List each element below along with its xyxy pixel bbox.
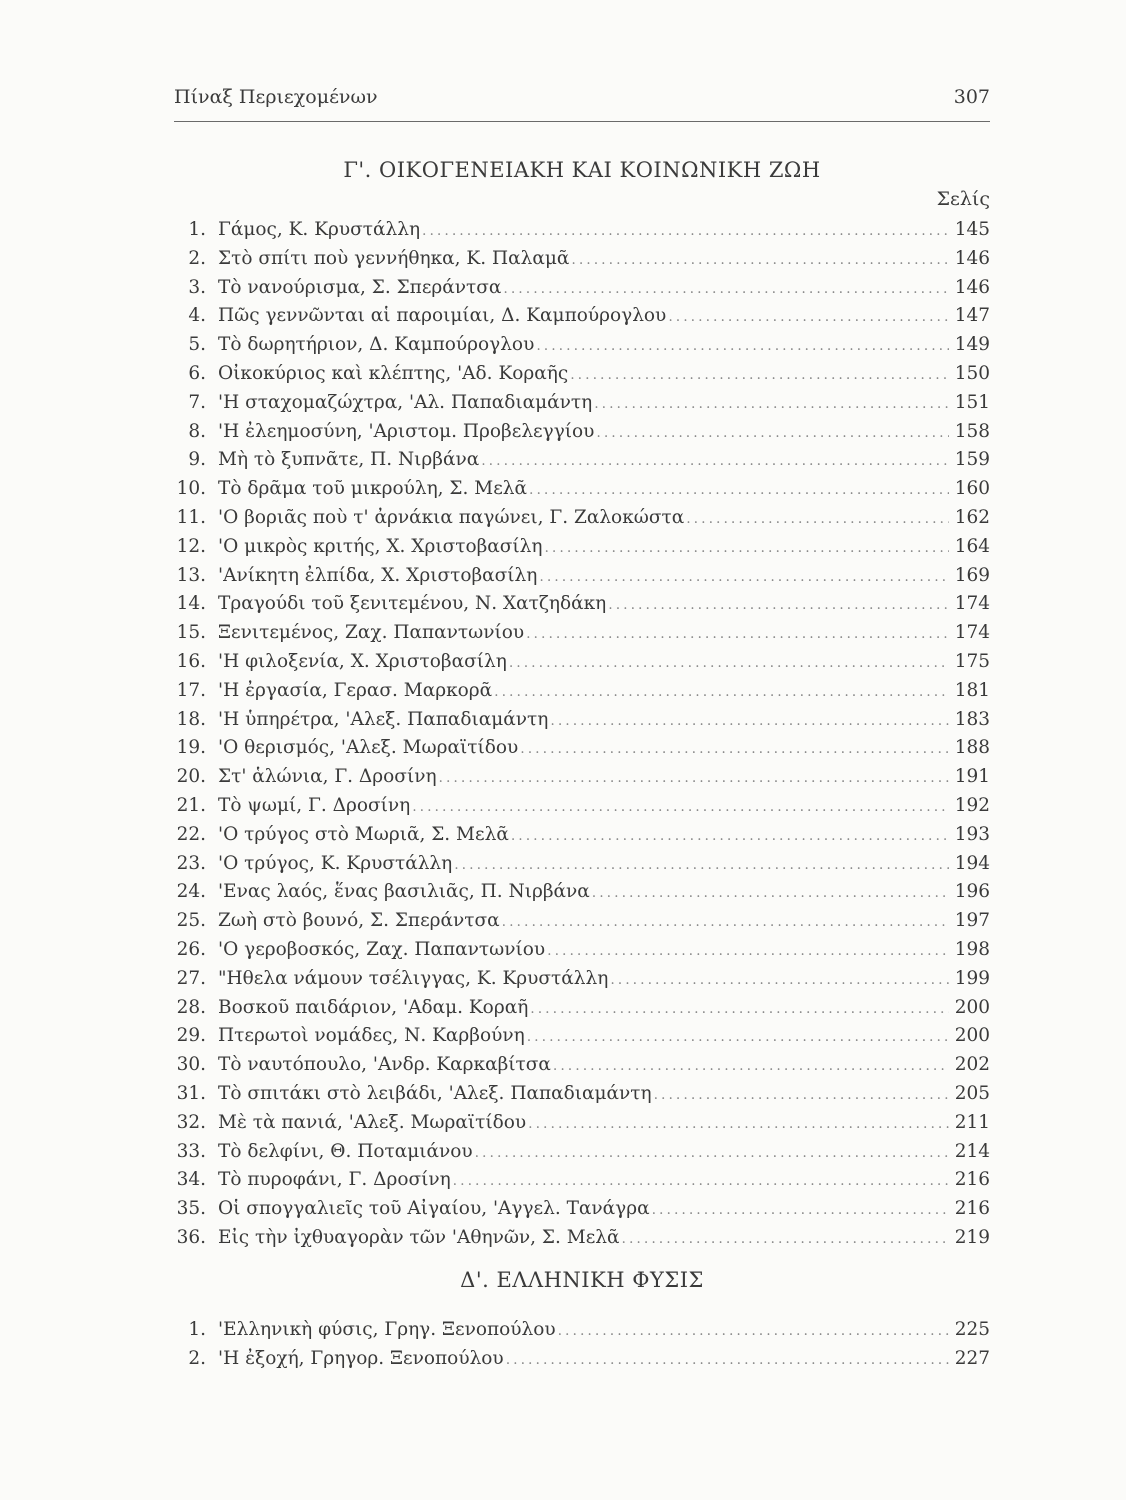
section-heading-g: Γ'. ΟΙΚΟΓΕΝΕΙΑΚΗ ΚΑΙ ΚΟΙΝΩΝΙΚΗ ΖΩΗ [343,158,821,182]
dot-leader [502,908,949,937]
toc-entry [168,389,990,418]
dot-leader [571,246,948,275]
dot-leader [594,390,949,419]
entry-title: Μὴ τὸ ξυπνᾶτε, Π. Νιρβάνα [218,449,480,471]
entry-page: 146 [954,276,990,298]
dot-leader [596,419,948,448]
entry-page: 194 [954,852,990,874]
toc-entry [168,533,990,562]
running-title: Πίναξ Περιεχομένων [174,86,378,108]
entry-page: 188 [954,737,990,759]
entry-title: Στ' ἁλώνια, Γ. Δροσίνη [218,766,437,788]
entry-number: 14. [176,593,206,615]
toc-entry [168,821,990,850]
entry-page: 216 [954,1198,990,1220]
entry-page: 175 [954,650,990,672]
running-head [174,86,990,116]
entry-number: 6. [188,362,206,384]
dot-leader [686,505,948,534]
entry-title: Ξενιτεμένος, Ζαχ. Παπαντωνίου [218,622,525,644]
dot-leader [453,1167,949,1196]
entry-number: 10. [176,478,206,500]
entry-number: 9. [188,449,206,471]
entry-number: 36. [176,1226,206,1248]
dot-leader [592,879,949,908]
entry-number: 35. [176,1198,206,1220]
entry-number: 1. [188,1319,206,1340]
toc-entry [168,1224,990,1253]
toc-entry [168,648,990,677]
toc-list-section-d [168,1316,990,1374]
entry-page: 162 [954,506,990,528]
dot-leader [622,1225,949,1254]
entry-number: 19. [176,737,206,759]
toc-entry [168,1345,990,1374]
dot-leader [475,1139,949,1168]
entry-title: 'Ενας λαός, ἕνας βασιλιᾶς, Π. Νιρβάνα [218,881,590,903]
dot-leader [608,591,948,620]
toc-entry [168,216,990,245]
entry-title: Στὸ σπίτι ποὺ γεννήθηκα, Κ. Παλαμᾶ [218,247,570,269]
entry-page: 192 [954,794,990,816]
entry-page: 174 [954,622,990,644]
entry-title: Τραγούδι τοῦ ξενιτεμένου, Ν. Χατζηδάκη [218,593,607,615]
toc-entry [168,446,990,475]
entry-number: 8. [188,420,206,442]
toc-entry [168,878,990,907]
page-number: 307 [953,86,990,108]
entry-title: 'Ανίκητη ἐλπίδα, Χ. Χριστοβασίλη [218,564,538,586]
header-rule [174,121,990,122]
toc-entry [168,994,990,1023]
entry-number: 2. [188,247,206,269]
toc-entry [168,1138,990,1167]
entry-page: 200 [954,996,990,1018]
entry-number: 7. [188,391,206,413]
dot-leader [536,332,948,361]
dot-leader [481,447,948,476]
entry-title: 'Ο βοριᾶς ποὺ τ' ἀρνάκια παγώνει, Γ. Ζαλοκώστα [218,506,685,528]
entry-page: 146 [954,247,990,269]
entry-title: Τὸ σπιτάκι στὸ λειβάδι, 'Αλεξ. Παπαδιαμάντη [218,1082,652,1104]
entry-page: 149 [954,334,990,356]
dot-leader [550,707,948,736]
dot-leader [520,735,948,764]
entry-page: 158 [954,420,990,442]
entry-title: 'Ο γεροβοσκός, Ζαχ. Παπαντωνίου [218,938,546,960]
entry-title: Πτερωτοὶ νομάδες, Ν. Καρβούνη [218,1025,525,1047]
entry-page: 216 [954,1169,990,1191]
entry-title: 'Ελληνικὴ φύσις, Γρηγ. Ξενοπούλου [218,1319,556,1340]
entry-number: 11. [176,506,206,528]
dot-leader [530,995,948,1024]
dot-leader [570,361,948,390]
entry-number: 25. [176,910,206,932]
entry-title: 'Η ἐργασία, Γερασ. Μαρκορᾶ [218,679,493,701]
entry-page: 159 [954,449,990,471]
entry-number: 28. [176,996,206,1018]
entry-number: 17. [176,679,206,701]
entry-page: 199 [954,967,990,989]
toc-entry [168,734,990,763]
dot-leader [439,764,949,793]
toc-entry [168,475,990,504]
entry-page: 211 [954,1111,990,1133]
entry-page: 169 [954,564,990,586]
dot-leader [529,476,949,505]
entry-number: 18. [176,708,206,730]
entry-number: 3. [188,276,206,298]
entry-number: 23. [176,852,206,874]
dot-leader [506,1346,949,1375]
entry-title: 'Η ἐξοχή, Γρηγορ. Ξενοπούλου [218,1347,504,1369]
page-column-label: Σελίς [936,188,990,210]
entry-title: 'Ο μικρὸς κριτής, Χ. Χριστοβασίλη [218,535,543,557]
entry-number: 1. [188,219,206,240]
dot-leader [454,851,948,880]
entry-page: 214 [954,1140,990,1162]
entry-title: 'Ο τρύγος, Κ. Κρυστάλλη [218,852,453,874]
entry-title: 'Η φιλοξενία, Χ. Χριστοβασίλη [218,650,507,672]
entry-page: 181 [954,679,990,701]
toc-entry [168,562,990,591]
entry-page: 147 [954,305,990,327]
entry-title: Τὸ δρᾶμα τοῦ μικρούλη, Σ. Μελᾶ [218,478,528,500]
toc-entry [168,965,990,994]
dot-leader [527,1023,949,1052]
entry-title: Τὸ δωρητήριον, Δ. Καμπούρογλου [218,334,535,356]
entry-number: 5. [188,334,206,356]
entry-number: 22. [176,823,206,845]
section-heading-d: Δ'. ΕΛΛΗΝΙΚΗ ΦΥΣΙΣ [460,1268,704,1292]
dot-leader [422,217,949,246]
entry-page: 150 [954,362,990,384]
entry-number: 33. [176,1140,206,1162]
entry-number: 27. [176,967,206,989]
entry-title: Γάμος, Κ. Κρυστάλλη [218,219,421,240]
entry-number: 29. [176,1025,206,1047]
entry-number: 34. [176,1169,206,1191]
entry-number: 15. [176,622,206,644]
entry-title: 'Η ἐλεημοσύνη, 'Αριστομ. Προβελεγγίου [218,420,595,442]
dot-leader [610,966,948,995]
dot-leader [494,678,949,707]
dot-leader [544,534,948,563]
entry-page: 160 [954,478,990,500]
entry-title: Πῶς γεννῶνται αἱ παροιμίαι, Δ. Καμπούρογλου [218,305,667,327]
toc-entry [168,1109,990,1138]
toc-entry [168,245,990,274]
entry-title: 'Η ὑπηρέτρα, 'Αλεξ. Παπαδιαμάντη [218,708,549,730]
dot-leader [558,1317,949,1346]
entry-title: Βοσκοῦ παιδάριον, 'Αδαμ. Κοραῆ [218,996,529,1018]
toc-entry [168,907,990,936]
dot-leader [509,649,949,678]
toc-entry [168,1166,990,1195]
entry-page: 191 [954,766,990,788]
dot-leader [526,620,949,649]
entry-number: 32. [176,1111,206,1133]
entry-number: 12. [176,535,206,557]
toc-entry [168,331,990,360]
toc-list-section-g [168,216,990,1253]
entry-number: 21. [176,794,206,816]
toc-entry [168,619,990,648]
dot-leader [553,1052,949,1081]
toc-entry [168,302,990,331]
entry-title: 'Ο θερισμός, 'Αλεξ. Μωραϊτίδου [218,737,519,759]
entry-number: 2. [188,1347,206,1369]
entry-number: 4. [188,305,206,327]
entry-number: 30. [176,1054,206,1076]
toc-entry [168,936,990,965]
toc-entry [168,792,990,821]
toc-entry [168,763,990,792]
entry-page: 183 [954,708,990,730]
entry-number: 31. [176,1082,206,1104]
toc-entry [168,1080,990,1109]
entry-page: 219 [954,1226,990,1248]
entry-title: 'Ο τρύγος στὸ Μωριᾶ, Σ. Μελᾶ [218,823,509,845]
dot-leader [547,937,949,966]
toc-entry [168,850,990,879]
entry-number: 24. [176,881,206,903]
dot-leader [412,793,949,822]
toc-entry [168,1316,990,1345]
entry-page: 145 [954,219,990,240]
entry-number: 20. [176,766,206,788]
dot-leader [652,1196,949,1225]
toc-entry [168,590,990,619]
entry-number: 16. [176,650,206,672]
entry-page: 196 [954,881,990,903]
entry-page: 197 [954,910,990,932]
dot-leader [654,1081,949,1110]
entry-title: Οἱ σπογγαλιεῖς τοῦ Αἰγαίου, 'Αγγελ. Τανάγρα [218,1198,650,1220]
toc-entry [168,360,990,389]
dot-leader [539,563,948,592]
entry-page: 202 [954,1054,990,1076]
entry-title: Εἰς τὴν ἰχθυαγορὰν τῶν 'Αθηνῶν, Σ. Μελᾶ [218,1226,620,1248]
entry-title: 'Η σταχομαζώχτρα, 'Αλ. Παπαδιαμάντη [218,391,593,413]
entry-title: "Ηθελα νάμουν τσέλιγγας, Κ. Κρυστάλλη [218,967,609,989]
entry-page: 198 [954,938,990,960]
dot-leader [528,1110,949,1139]
toc-entry [168,677,990,706]
dot-leader [503,275,948,304]
entry-title: Τὸ νανούρισμα, Σ. Σπεράντσα [218,276,502,298]
entry-number: 26. [176,938,206,960]
dot-leader [668,303,948,332]
dot-leader [511,822,949,851]
toc-entry [168,706,990,735]
entry-title: Ζωὴ στὸ βουνό, Σ. Σπεράντσα [218,910,500,932]
entry-page: 227 [954,1347,990,1369]
toc-entry [168,1022,990,1051]
entry-page: 225 [954,1319,990,1340]
toc-entry [168,1051,990,1080]
entry-page: 151 [954,391,990,413]
toc-entry [168,274,990,303]
entry-title: Οἰκοκύριος καὶ κλέπτης, 'Αδ. Κοραῆς [218,362,569,384]
entry-title: Τὸ δελφίνι, Θ. Ποταμιάνου [218,1140,473,1162]
entry-title: Τὸ πυροφάνι, Γ. Δροσίνη [218,1169,451,1191]
toc-entry [168,504,990,533]
entry-page: 164 [954,535,990,557]
toc-entry [168,418,990,447]
entry-number: 13. [176,564,206,586]
entry-title: Τὸ ψωμί, Γ. Δροσίνη [218,794,411,816]
entry-title: Μὲ τὰ πανιά, 'Αλεξ. Μωραϊτίδου [218,1111,527,1133]
entry-page: 174 [954,593,990,615]
toc-entry [168,1195,990,1224]
entry-page: 193 [954,823,990,845]
entry-title: Τὸ ναυτόπουλο, 'Ανδρ. Καρκαβίτσα [218,1054,551,1076]
entry-page: 205 [954,1082,990,1104]
entry-page: 200 [954,1025,990,1047]
